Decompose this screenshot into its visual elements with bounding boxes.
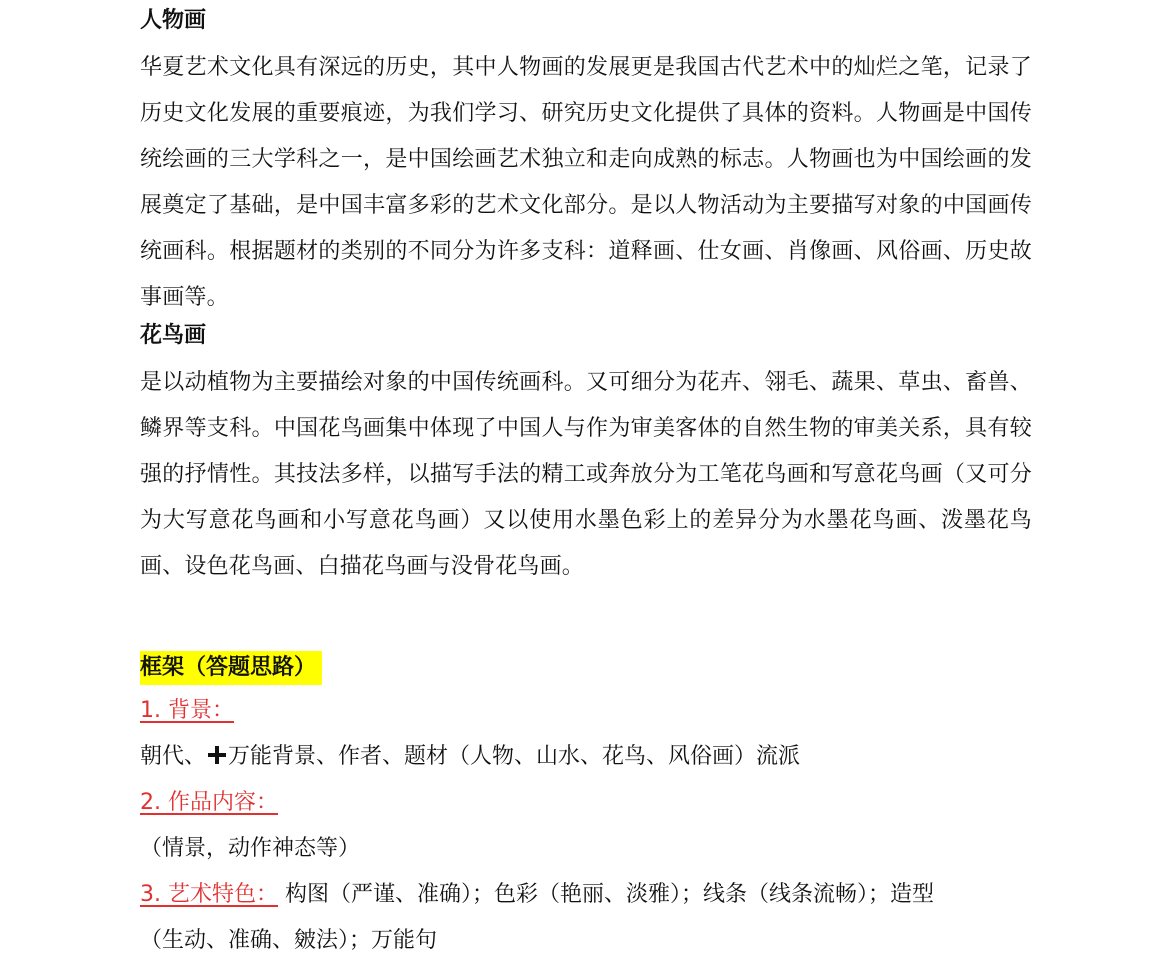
- content-label: 2. 作品内容：: [140, 790, 278, 815]
- framework-item-content-text: [140, 826, 1032, 872]
- framework-item-background-content: [140, 734, 1032, 780]
- section-title-figure-painting: 人物画: [140, 8, 207, 33]
- section-body-figure-painting: 华夏艺术文化具有深远的历史，其中人物画的发展更是我国古代艺术中的灿烂之笔，记录了历史文化发展的重要痕迹，为我们学习、研究历史文化提供了具体的资料。人物画是中国传统绘画的三大学科之一，是中国绘画艺术独立和走向成熟的标志。人物画也为中国绘画的发展奠定了基础，是中国丰富多彩的艺术文化部分。是以人物活动为主要描写对象的中国画传统画科。根据题材的类别的不同分为许多支科：道释画、仕女画、肖像画、风俗画、历史故事画等。: [140, 55, 1032, 310]
- content-text: （情景，动作神态等）: [140, 836, 361, 861]
- features-continuation: （生动、准确、皴法）；万能句: [140, 928, 438, 953]
- section-body-bird-flower-painting: 是以动植物为主要描绘对象的中国传统画科。又可细分为花卉、翎毛、蔬果、草虫、畜兽、鳞界等支科。中国花鸟画集中体现了中国人与作为审美客体的自然生物的审美关系，具有较强的抒情性。其技法多样，以描写手法的精工或奔放分为工笔花鸟画和写意花鸟画（又可分为大写意花鸟画和小写意花鸟画）又以使用水墨色彩上的差异分为水墨花鸟画、泼墨花鸟画、设色花鸟画、白描花鸟画与没骨花鸟画。: [140, 370, 1032, 579]
- features-content: 构图（严谨、准确）；色彩（艳丽、淡雅）；线条（线条流畅）；造型: [284, 882, 934, 907]
- spacer: [140, 590, 1032, 648]
- section-title-bird-flower-painting: 花鸟画: [140, 323, 207, 348]
- framework-title: 框架（答题思路）: [140, 651, 322, 685]
- framework-title-row: [140, 648, 1032, 688]
- background-content-end: 万能背景、作者、题材（人物、山水、花鸟、风俗画）流派: [228, 744, 801, 769]
- background-content-start: 朝代、: [140, 744, 207, 769]
- framework-item-background: [140, 688, 1032, 734]
- framework-item-content: [140, 780, 1032, 826]
- plus-icon: [208, 746, 226, 764]
- background-label: 1. 背景：: [140, 698, 234, 723]
- document-page: [140, 0, 1032, 964]
- framework-item-features-continuation: [140, 918, 1032, 964]
- features-label: 3. 艺术特色：: [140, 882, 278, 907]
- framework-item-features: [140, 872, 1032, 918]
